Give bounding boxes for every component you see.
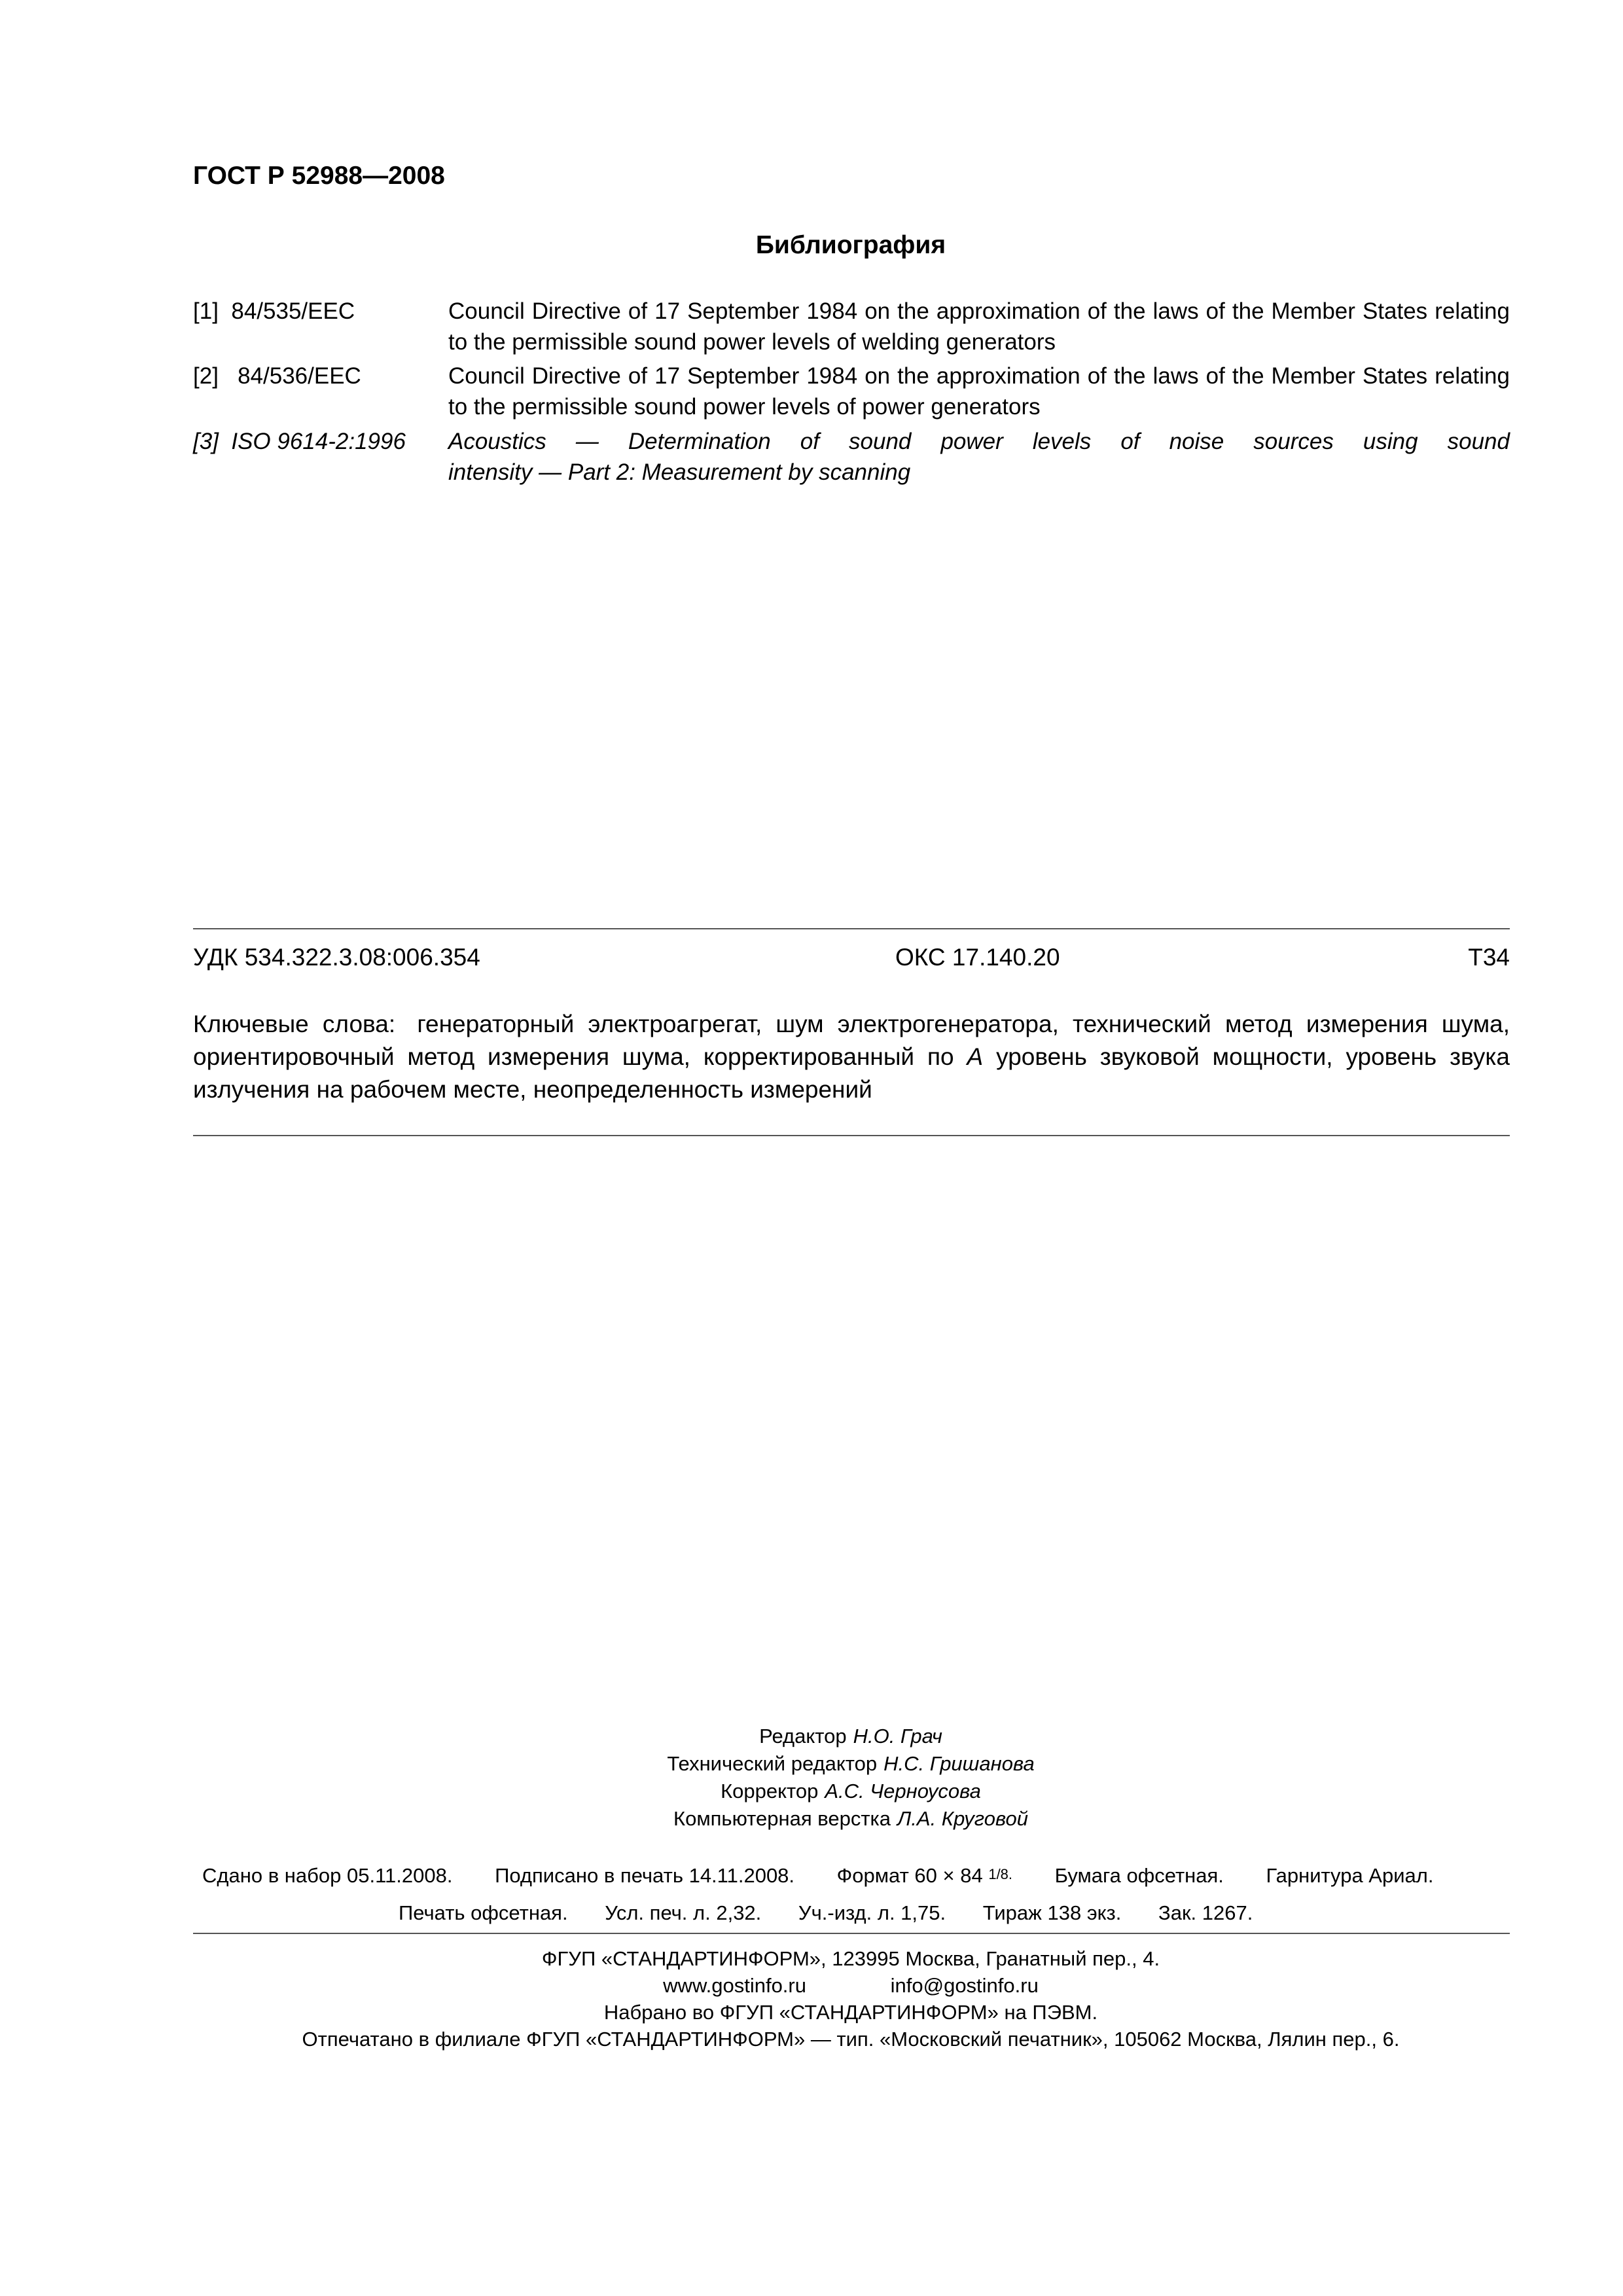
- credit-proofreader: [0, 1778, 1623, 1805]
- publisher-email[interactable]: info@gostinfo.ru: [890, 1974, 1039, 1997]
- keywords-text-after: уровень звуковой мощности, уровень звука излучения на рабочем месте, неопределенность измерений: [193, 1043, 1510, 1103]
- credit-role: Корректор: [721, 1780, 819, 1803]
- publisher-address: ФГУП «СТАНДАРТИНФОРМ», 123995 Москва, Гранатный пер., 4.: [541, 1947, 1160, 1970]
- credit-tech-editor: [0, 1750, 1623, 1778]
- divider: [193, 1933, 1510, 1934]
- keywords-text-before: генераторный электроагрегат, шум электрогенератора, технический метод измерения шума, ориентировочный метод измерения шума, корректированный по: [193, 1011, 1510, 1070]
- submitted-date: Сдано в набор 05.11.2008.: [202, 1864, 453, 1887]
- publication-line-1: [202, 1864, 1433, 1888]
- divider: [193, 1135, 1510, 1136]
- bibliography-entry-text: [448, 426, 1510, 488]
- typeset-info: Набрано во ФГУП «СТАНДАРТИНФОРМ» на ПЭВМ.: [603, 2001, 1098, 2024]
- edition-sheets: Уч.-изд. л. 1,75.: [798, 1901, 946, 1924]
- format-label: Формат 60 × 84: [836, 1864, 983, 1887]
- bibliography-entry-text: Council Directive of 17 September 1984 on the approximation of the laws of the Member States relating to the permissible sound power levels of power generators: [448, 363, 1510, 420]
- credit-role: Редактор: [759, 1725, 847, 1748]
- print-sheets: Усл. печ. л. 2,32.: [605, 1901, 762, 1924]
- format-fraction: 1/8.: [988, 1866, 1013, 1882]
- bibliography-title: Библиография: [755, 231, 946, 259]
- print-run: Тираж 138 экз.: [982, 1901, 1122, 1924]
- bibliography-entry: [193, 296, 1510, 357]
- bibliography-entry: [193, 426, 1510, 488]
- keywords-italic-letter: А: [967, 1043, 984, 1070]
- bibliography-entry-text-line2: intensity — Part 2: Measurement by scanning: [448, 459, 911, 485]
- credit-name: А.С. Черноусова: [825, 1780, 981, 1803]
- publisher-website[interactable]: www.gostinfo.ru: [663, 1974, 806, 1997]
- font-type: Гарнитура Ариал.: [1266, 1864, 1434, 1887]
- publisher-footer: [0, 1945, 1623, 2053]
- credit-name: Н.С. Гришанова: [883, 1752, 1035, 1775]
- udk-code: УДК 534.322.3.08:006.354: [193, 944, 480, 971]
- publication-line-2: [399, 1901, 1253, 1925]
- bibliography-entry-text: Council Directive of 17 September 1984 on the approximation of the laws of the Member States relating to the permissible sound power levels of welding generators: [448, 298, 1510, 355]
- credit-name: Н.О. Грач: [853, 1725, 942, 1748]
- credit-name: Л.А. Круговой: [897, 1807, 1028, 1830]
- document-code: ГОСТ Р 52988—2008: [193, 162, 445, 190]
- category-code: Т34: [1468, 944, 1510, 971]
- bibliography-entry-text-line1: Acoustics — Determination of sound power levels of noise sources using sound: [448, 429, 1510, 454]
- bibliography-entry-key: [3] ISO 9614-2:1996: [193, 429, 406, 454]
- keywords: [193, 1008, 1510, 1106]
- credit-role: Технический редактор: [667, 1752, 878, 1775]
- signed-date: Подписано в печать 14.11.2008.: [495, 1864, 795, 1887]
- keywords-label: Ключевые слова:: [193, 1011, 396, 1037]
- bibliography-entry-key: [2] 84/536/EEC: [193, 363, 361, 389]
- print-type: Печать офсетная.: [399, 1901, 568, 1924]
- credit-role: Компьютерная верстка: [673, 1807, 891, 1830]
- divider: [193, 928, 1510, 929]
- publisher-contacts: [0, 1972, 1623, 1999]
- order-number: Зак. 1267.: [1158, 1901, 1253, 1924]
- bibliography-entry-key: [1] 84/535/EEC: [193, 298, 355, 324]
- credit-editor: [0, 1723, 1623, 1750]
- credit-layout: [0, 1805, 1623, 1833]
- bibliography-entry: [193, 361, 1510, 422]
- printed-info: Отпечатано в филиале ФГУП «СТАНДАРТИНФОРМ» — тип. «Московский печатник», 105062 Москва, Лялин пер., 6.: [302, 2028, 1400, 2051]
- oks-code: ОКС 17.140.20: [895, 944, 1060, 971]
- paper-type: Бумага офсетная.: [1054, 1864, 1224, 1887]
- credits: [0, 1723, 1623, 1833]
